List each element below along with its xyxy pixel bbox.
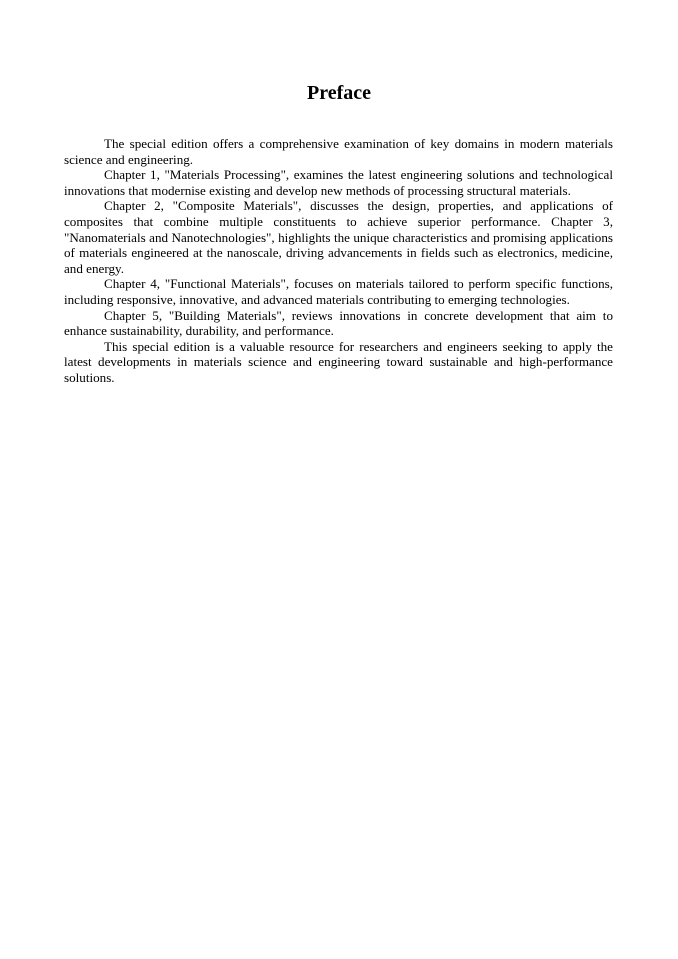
paragraph-chapter-1: Chapter 1, "Materials Processing", examines the latest engineering solutions and technological innovations that modernise existing and develop new methods of processing structural materials. [64,167,613,198]
paragraph-chapter-4: Chapter 4, "Functional Materials", focuses on materials tailored to perform specific functions, including responsive, innovative, and advanced materials contributing to emerging technologies. [64,276,613,307]
preface-body [64,136,613,386]
paragraph-intro: The special edition offers a comprehensive examination of key domains in modern materials science and engineering. [64,136,613,167]
page-title: Preface [306,82,372,104]
paragraph-chapter-5: Chapter 5, "Building Materials", reviews innovations in concrete development that aim to enhance sustainability, durability, and performance. [64,307,613,339]
paragraph-conclusion: This special edition is a valuable resource for researchers and engineers seeking to apply the latest developments in materials science and engineering toward sustainable and high-performance solutions. [64,338,613,385]
paragraph-chapters-2-3: Chapter 2, "Composite Materials", discusses the design, properties, and applications of composites that combine multiple constituents to achieve superior performance. Chapter 3, "Nanomaterials and Nanotechnologies", highlights the unique characteristics and promising applications of materials engineered at the nanoscale, driving advancements in fields such as electronics, medicine, and energy. [64,198,613,276]
